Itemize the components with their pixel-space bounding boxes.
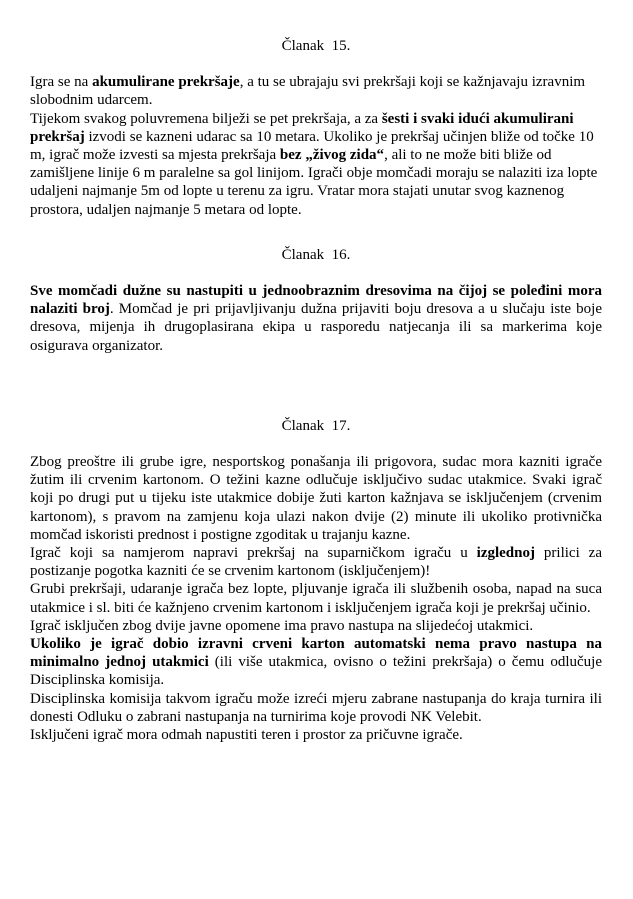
article-paragraph xyxy=(30,690,602,726)
text-run-bold: akumulirane prekršaje xyxy=(92,74,240,91)
text-run-bold: Ukoliko je igrač dobio izravni crveni karton automatski nema pravo nastupa na minimalno jednoj utakmici xyxy=(30,636,602,671)
text-run: Igrač isključen zbog dvije javne opomene ima pravo nastupa na slijedećoj utakmici. xyxy=(30,617,534,634)
article-paragraph xyxy=(30,580,602,616)
article-heading: Članak 17. xyxy=(281,417,351,434)
text-run-bold: bez „živog zida“ xyxy=(279,147,385,164)
article-section xyxy=(30,417,602,744)
article-paragraph xyxy=(30,453,602,544)
text-run: , ali to ne može biti bliže od zamišljene linije 6 m paralelne sa gol linijom. Igrači obje momčadi moraju se nalaziti iza lopte udaljeni najmanje 5m od lopte u terenu za igru. Vratar mora stajati unutar svog kaznenog prostora, udaljen najmanje 5 metara od lopte. xyxy=(30,147,598,218)
text-run-bold: Sve momčadi dužne su nastupiti u jednoobraznim dresovima na čijoj se poleđini mora nalaziti broj xyxy=(30,283,602,318)
article-section xyxy=(30,246,602,355)
article-paragraph xyxy=(30,110,602,219)
text-run: prilici za postizanje pogotka kazniti će se crvenim kartonom (isključenjem)! xyxy=(30,545,602,580)
article-paragraph xyxy=(30,635,602,690)
article-paragraph xyxy=(30,617,602,635)
article-heading: Članak 15. xyxy=(281,38,351,54)
text-run: Zbog preoštre ili grube igre, nesportskog ponašanja ili prigovora, sudac mora kazniti igrače žutim ili crvenim kartonom. O težini kazne odlučuje isključivo sudac utakmice. Svaki igrač koji po drugi put u tijeku iste utakmice dobije žuti karton kažnjava se isključenjem (crvenim kartonom), s pravom na zamjenu koja ulazi nakon dvije (2) minute ili ukoliko protivnička momčad iskoristi prednost i postigne zgoditak u trajanju kazne. xyxy=(30,454,602,543)
article-paragraph xyxy=(30,726,602,744)
text-run: Grubi prekršaji, udaranje igrača bez lopte, pljuvanje igrača ili službenih osoba, napad na suca utakmice i sl. biti će kažnjeno crvenim kartonom i isključenjem igrača koji je prekršaj učinio. xyxy=(30,581,602,616)
text-run-bold: šesti i svaki idući akumulirani prekršaj xyxy=(30,110,574,145)
article-paragraph xyxy=(30,73,602,109)
text-run: . Momčad je pri prijavljivanju dužna prijaviti boju dresova a u slučaju iste boje dresova, mijenja ih drugoplasirana ekipa u rasporedu natjecanja ili sa markerima koje osigurava organizator. xyxy=(30,301,602,354)
text-run: Disciplinska komisija takvom igraču može izreći mjeru zabrane nastupanja do kraja turnira ili donesti Odluku o zabrani nastupanja na turnirima koje provodi NK Velebit. xyxy=(30,690,602,725)
text-run: Igrač koji sa namjerom napravi prekršaj na suparničkom igraču u xyxy=(30,545,477,562)
text-run-bold: izglednoj xyxy=(476,545,535,562)
article-section xyxy=(30,37,602,219)
text-run: izvodi se kazneni udarac sa 10 metara. Ukoliko je prekršaj učinjen bliže od točke 10 m, igrač može izvesti sa mjesta prekršaja xyxy=(30,128,594,164)
text-run: (ili više utakmica, ovisno o težini prekršaja) o čemu odlučuje Disciplinska komisija. xyxy=(30,654,602,689)
text-run: , a tu se ubrajaju svi prekršaji koji se kažnjavaju izravnim slobodnim udarcem. xyxy=(30,74,586,109)
text-run: Igra se na xyxy=(30,74,93,91)
article-paragraph xyxy=(30,282,602,355)
article-heading: Članak 16. xyxy=(281,246,351,263)
text-run: Isključeni igrač mora odmah napustiti teren i prostor za pričuvne igrače. xyxy=(30,727,463,744)
article-paragraph xyxy=(30,544,602,580)
document-sections xyxy=(30,37,602,744)
text-run: Tijekom svakog poluvremena bilježi se pet prekršaja, a za xyxy=(30,110,382,127)
